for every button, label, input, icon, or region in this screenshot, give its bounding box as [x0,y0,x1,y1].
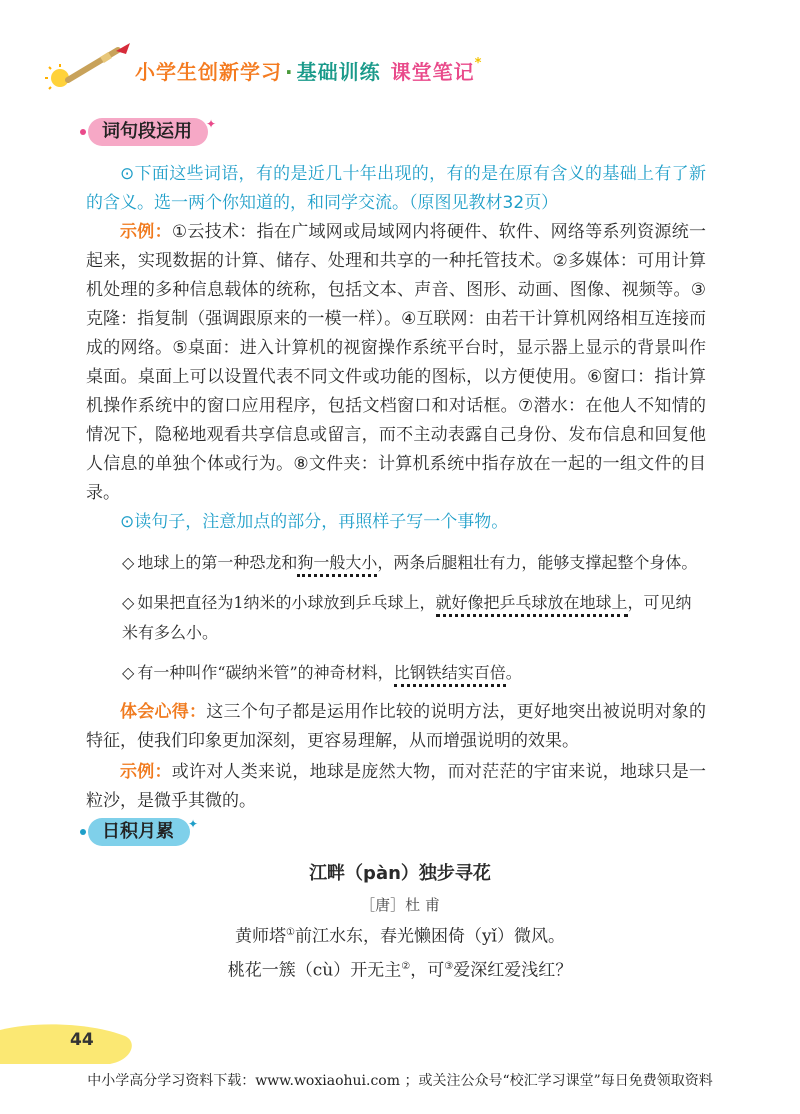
sentence-text: ，可见纳米有多么小。 [122,593,692,642]
sentence-text: ，两条后腿粗壮有力，能够支撑起整个身体。 [377,553,698,572]
poem-text: 爱深红爱浅红？ [453,960,573,981]
footnote-marker: ① [285,927,295,938]
insight-label: 体会心得： [120,702,207,722]
poem-line-2 [0,952,800,986]
star-icon: * [474,56,483,71]
series-title-dot: · [285,60,294,84]
poem-author: ［唐］杜 甫 [360,896,440,914]
sparkle-icon: ✦ [187,817,198,831]
example-2-block [86,758,706,816]
task-2-prompt: ⊙读句子，注意加点的部分，再照样子写一个事物。 [120,512,509,532]
sentence-list [122,548,698,698]
sentence-text: 如果把直径为1纳米的小球放到乒乓球上， [137,593,436,612]
example-1-text: ①云技术：指在广域网或局域网内将硬件、软件、网络等系列资源统一起来，实现数据的计算、储存、处理和共享的一种托管技术。②多媒体：可用计算机处理的多种信息载体的统称，包括文本、声音、图形、动画、图像、视频等。③克隆：指复制（强调跟原来的一模一样）。④互联网：由若干计算机网络相互连接而成的网络。⑤桌面：进入计算机的视窗操作系统平台时，显示器上显示的背景叫作桌面。桌面上可以设置代表不同文件或功能的图标，以方便使用。⑥窗口：指计算机操作系统中的窗口应用程序，包括文档窗口和对话框。⑦潜水：在他人不知情的情况下，隐秘地观看共享信息或留言，而不主动表露自己身份、发布信息和回复他人信息的单独个体或行为。⑧文件夹：计算机系统中指存放在一起的一组文件的目录。 [86,222,706,503]
example-1-block [86,218,706,508]
insight-text: 这三个句子都是运用作比较的说明方法，更好地突出被说明对象的特征，使我们印象更加深刻，更容易理解，从而增强说明的效果。 [86,702,707,751]
poem-text: ，可 [410,960,445,981]
badge-dot-icon [80,129,86,135]
example-1-paragraph [86,218,706,508]
example-label: 示例： [120,762,172,782]
footnote-marker: ③ [444,960,454,972]
example-2-paragraph [86,758,706,816]
page-number: 44 [70,1030,94,1050]
section-badge-daily-accumulation [88,817,198,846]
footer-notice: 中小学高分学习资料下载：www.woxiaohui.com ；或关注公众号“校汇学习课堂”每日免费领取资料 [87,1073,713,1089]
dotted-emphasis: 比钢铁结实百倍 [394,663,506,687]
poem-title: 江畔（pàn）独步寻花 [309,863,491,884]
series-title-part1: 小学生创新学习 [135,60,282,84]
sentence-text: 地球上的第一种恐龙和 [137,553,298,572]
poem-text: 黄师塔 [234,926,286,947]
badge-dot-icon [80,829,86,835]
section-title: 词句段运用 [102,121,192,142]
example-2-text: 或许对人类来说，地球是庞然大物，而对茫茫的宇宙来说，地球只是一粒沙，是微乎其微的。 [86,762,707,811]
insight-block [86,698,706,756]
poem-block [0,860,800,985]
sentence-item [122,588,698,648]
poem-text: 桃花一簇（cù）开无主 [227,960,402,981]
sentence-text: 。 [505,663,522,682]
sentence-text: 有一种叫作“碳纳米管”的神奇材料， [137,663,394,682]
section-badge-word-usage [88,117,216,146]
sentence-item [122,658,698,688]
sparkle-icon: ✦ [205,117,216,131]
task-1-block [86,160,706,218]
diamond-bullet-icon: ◇ [122,663,135,682]
diamond-bullet-icon: ◇ [122,553,135,572]
footnote-marker: ② [401,960,411,972]
dotted-emphasis: 狗一般大小 [297,553,377,577]
sentence-item [122,548,698,578]
dotted-emphasis: 就好像把乒乓球放在地球上 [436,593,628,617]
series-title-part3: 课堂笔记 [390,60,475,84]
task-1-prompt: ⊙下面这些词语，有的是近几十年出现的，有的是在原有含义的基础上有了新的含义。选一两个你知道的，和同学交流。（原图见教材32页） [86,164,706,213]
example-label: 示例： [120,222,172,242]
task-2-block [86,508,706,537]
paintbrush-icon [40,40,135,100]
poem-text: 前江水东，春光懒困倚（yǐ）微风。 [294,926,565,947]
insight-paragraph [86,698,706,756]
series-title-part2: 基础训练 [296,60,381,84]
header-banner [40,40,500,100]
section-title: 日积月累 [102,821,174,842]
diamond-bullet-icon: ◇ [122,593,135,612]
poem-line-1 [0,918,800,952]
series-title [135,56,482,85]
